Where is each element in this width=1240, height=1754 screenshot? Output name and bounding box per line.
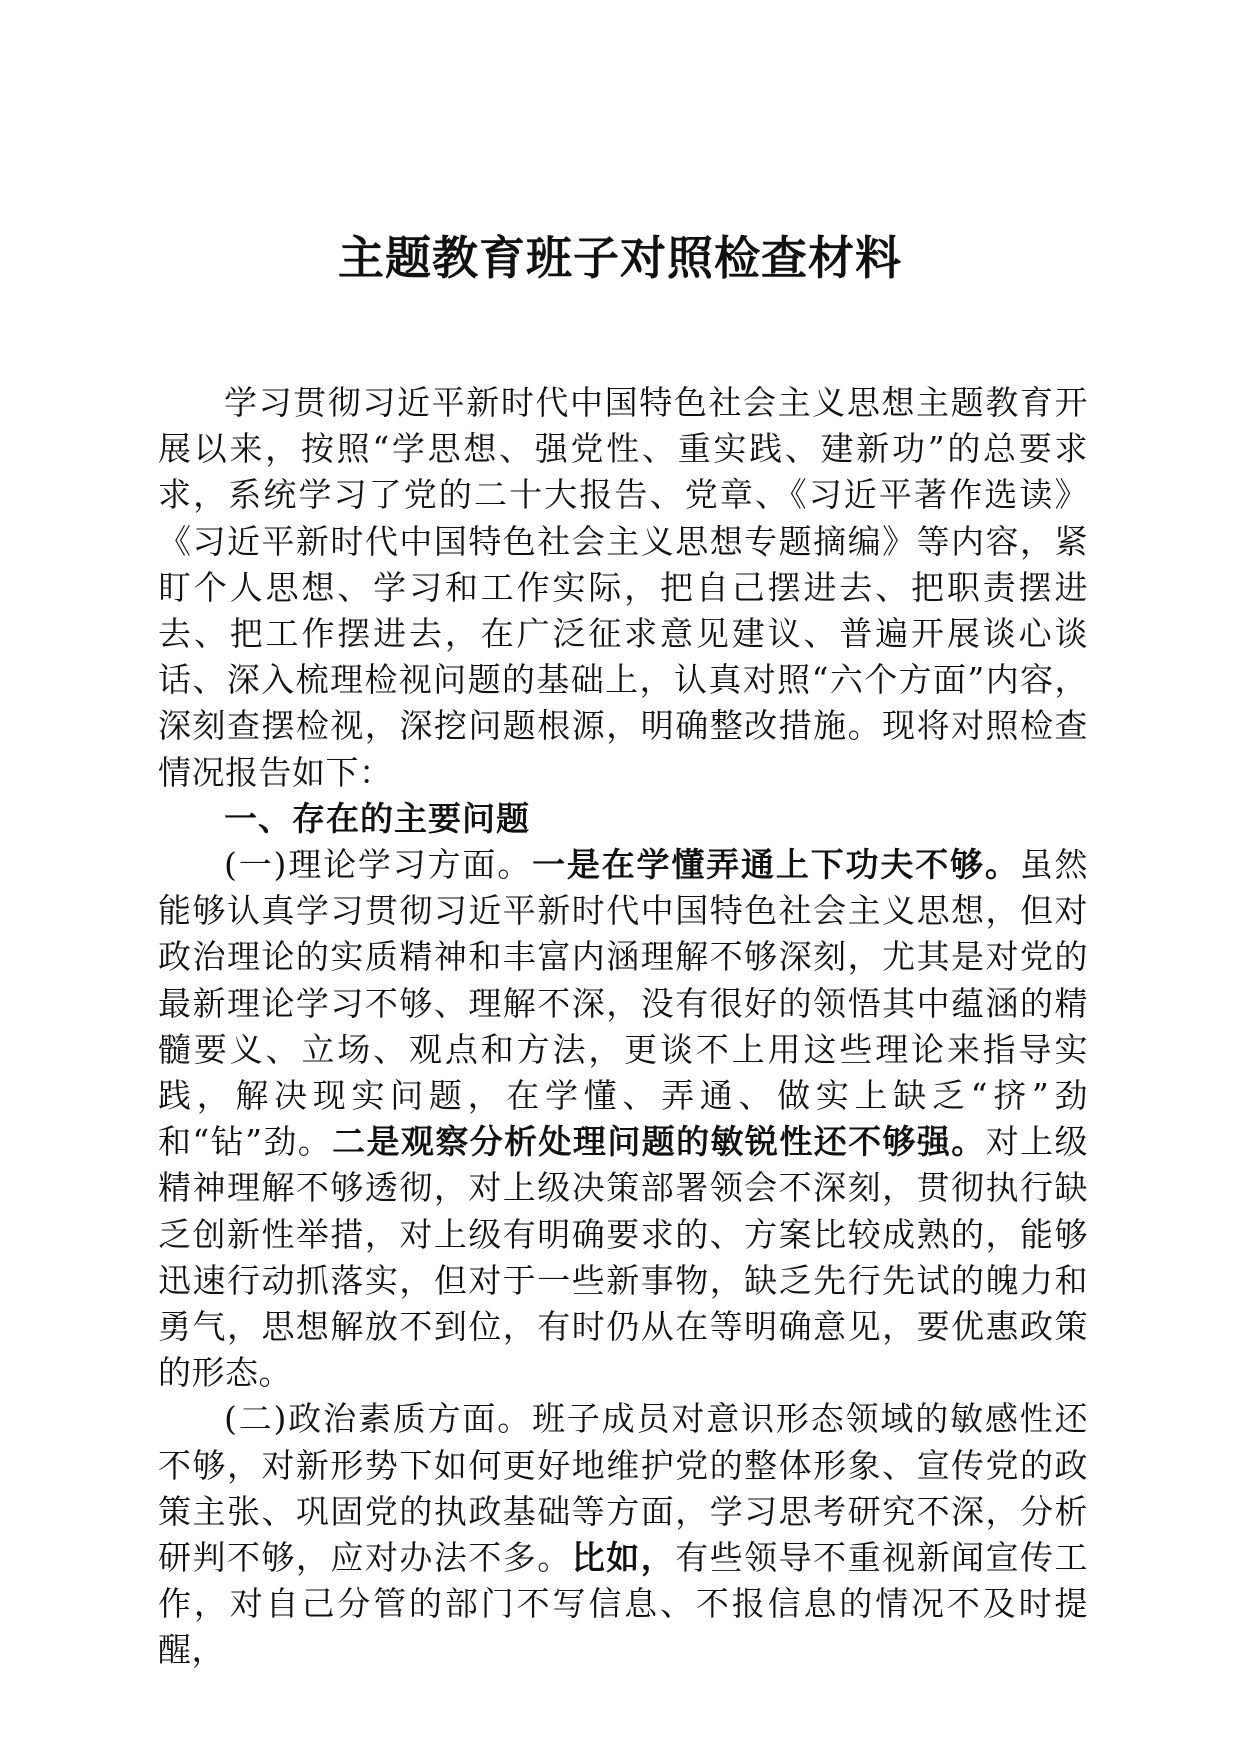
- political-quality-paragraph: [158, 1396, 1088, 1673]
- intro-paragraph: 学习贯彻习近平新时代中国特色社会主义思想主题教育开展以来，按照“学思想、强党性、重实践、建新功”的总要求求，系统学习了党的二十大报告、党章、《习近平著作选读》《习近平新时代中国特色社会主义思想专题摘编》等内容，紧盯个人思想、学习和工作实际，把自己摆进去、把职责摆进去、把工作摆进去，在广泛征求意见建议、普遍开展谈心谈话、深入梳理检视问题的基础上，认真对照“六个方面”内容，深刻查摆检视，深挖问题根源，明确整改措施。现将对照检查情况报告如下：: [158, 383, 1088, 792]
- theory-study-paragraph: [158, 842, 1088, 1396]
- point-text: 虽然能够认真学习贯彻习近平新时代中国特色社会主义思想，但对政治理论的实质精神和丰富内涵理解不够深刻，尤其是对党的最新理论学习不够、理解不深，没有很好的领悟其中蕴涵的精髓要义、立场、观点和方法，更谈不上用这些理论来指导实践，解决现实问题，在学懂、弄通、做实上缺乏“挤”劲和“钻”劲。: [158, 845, 1089, 1162]
- document-title: 主题教育班子对照检查材料: [338, 231, 902, 285]
- point-title: 二是观察分析处理问题的敏锐性还不够强。: [332, 1122, 986, 1162]
- section-heading: 一、存在的主要问题: [224, 798, 530, 838]
- example-label: 比如，: [571, 1538, 676, 1578]
- item-label: (一)理论学习方面。: [224, 845, 533, 885]
- paragraph-text: 有些领导不重视新闻宣传工作，对自己分管的部门不写信息、不报信息的情况不及时提醒，: [158, 1538, 1089, 1670]
- paragraph-text: 班子成员对意识形态领域的敏感性还不够，对新形势下如何更好地维护党的整体形象、宣传党的政策主张、巩固党的执政基础等方面，学习思考研究不深，分析研判不够，应对办法不多。: [158, 1399, 1089, 1578]
- item-label: (二)政治素质方面。: [224, 1399, 533, 1439]
- document-body: [158, 380, 1088, 1674]
- point-title: 一是在学懂弄通上下功夫不够。: [532, 845, 1020, 885]
- point-text: 对上级精神理解不够透彻，对上级决策部署领会不深刻，贯彻执行缺乏创新性举措，对上级有明确要求的、方案比较成熟的，能够迅速行动抓落实，但对于一些新事物，缺乏先行先试的魄力和勇气，思想解放不到位，有时仍从在等明确意见，要优惠政策的形态。: [158, 1122, 1089, 1393]
